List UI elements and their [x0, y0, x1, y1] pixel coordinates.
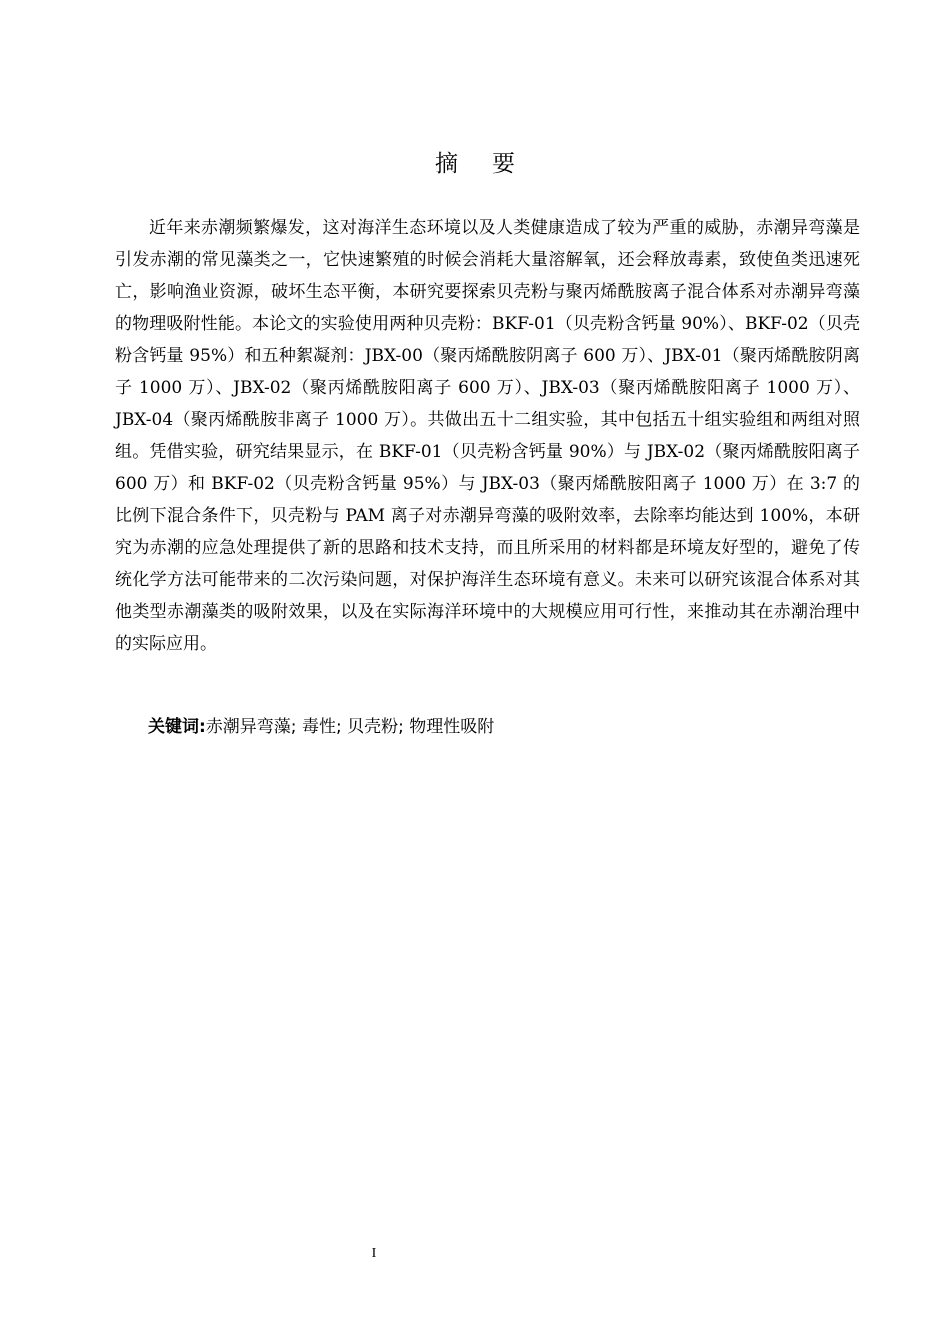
keywords-text: 赤潮异弯藻; 毒性; 贝壳粉; 物理性吸附 — [205, 717, 495, 737]
keywords-label: 关键词: — [148, 717, 206, 737]
keywords-line — [148, 711, 848, 743]
page-title: 摘要 — [435, 151, 549, 177]
abstract-paragraph: 近年来赤潮频繁爆发，这对海洋生态环境以及人类健康造成了较为严重的威胁，赤潮异弯藻是引发赤潮的常见藻类之一，它快速繁殖的时候会消耗大量溶解氧，还会释放毒素，致使鱼类迅速死亡，影响渔业资源，破坏生态平衡，本研究要探索贝壳粉与聚丙烯酰胺离子混合体系对赤潮异弯藻的物理吸附性能。本论文的实验使用两种贝壳粉：BKF-01（贝壳粉含钙量 90%）、BKF-02（贝壳粉含钙量 95%）和五种絮凝剂：JBX-00（聚丙烯酰胺阴离子 600 万）、JBX-01（聚丙烯酰胺阴离子 1000 万）、JBX-02（聚丙烯酰胺阳离子 600 万）、JBX-03（聚丙烯酰胺阳离子 1000 万）、JBX-04（聚丙烯酰胺非离子 1000 万）。共做出五十二组实验，其中包括五十组实验组和两组对照组。凭借实验，研究结果显示，在 BKF-01（贝壳粉含钙量 90%）与 JBX-02（聚丙烯酰胺阳离子 600 万）和 BKF-02（贝壳粉含钙量 95%）与 JBX-03（聚丙烯酰胺阳离子 1000 万）在 3:7 的比例下混合条件下，贝壳粉与 PAM 离子对赤潮异弯藻的吸附效率，去除率均能达到 100%，本研究为赤潮的应急处理提供了新的思路和技术支持，而且所采用的材料都是环境友好型的，避免了传统化学方法可能带来的二次污染问题，对保护海洋生态环境有意义。未来可以研究该混合体系对其他类型赤潮藻类的吸附效果，以及在实际海洋环境中的大规模应用可行性，来推动其在赤潮治理中的实际应用。 — [115, 218, 860, 654]
page-number: I — [371, 1246, 377, 1261]
